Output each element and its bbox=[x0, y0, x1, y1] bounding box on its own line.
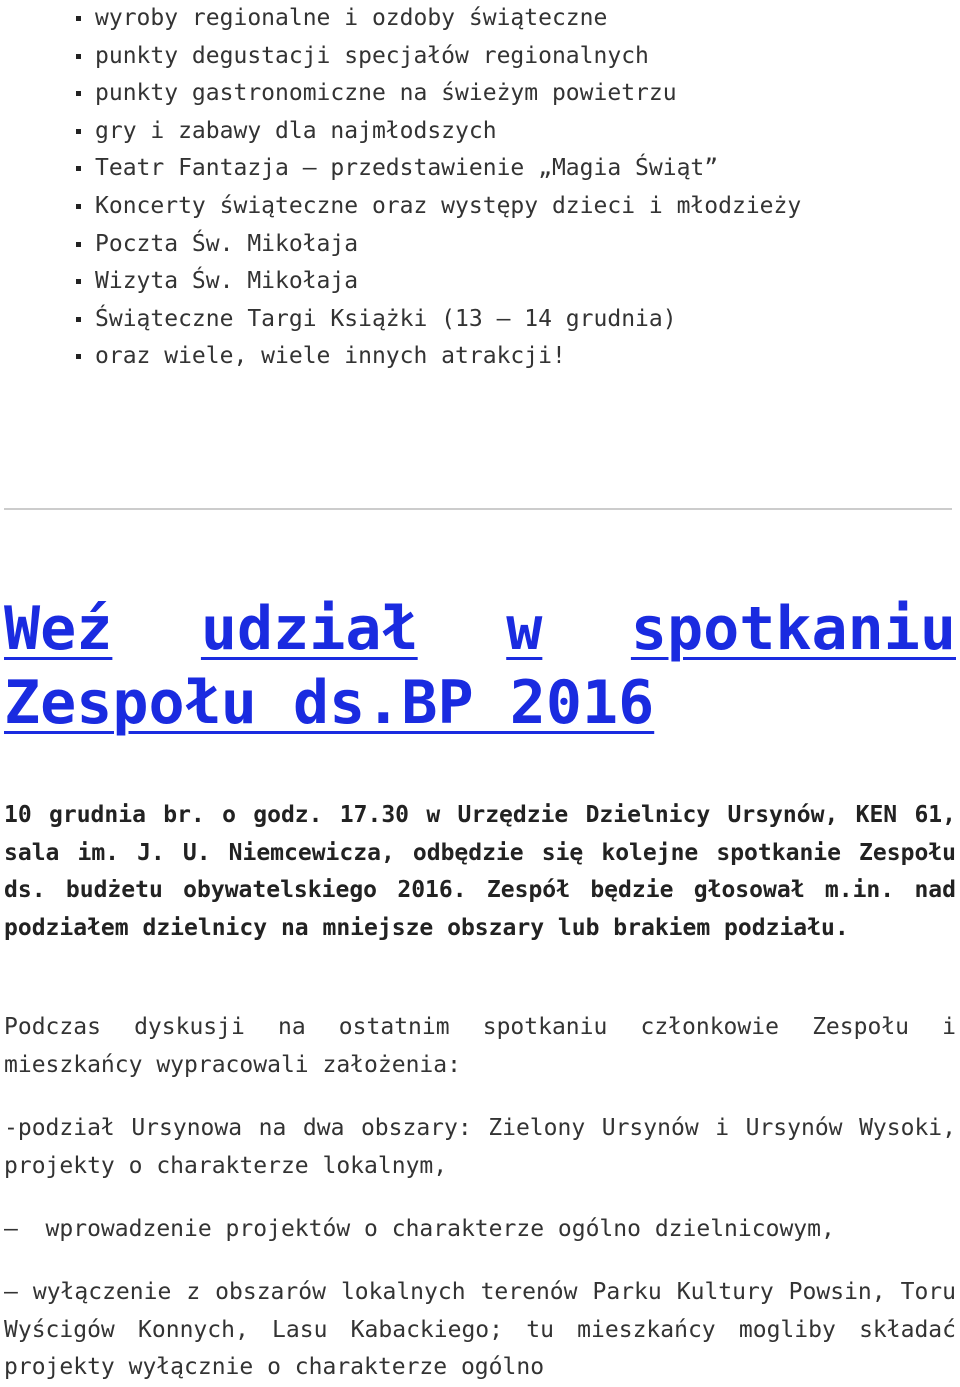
article-title bbox=[4, 592, 956, 740]
article-title-link-word[interactable]: spotkaniu bbox=[630, 594, 956, 664]
list-item-text: Świąteczne Targi Książki (13 – 14 grudnia) bbox=[95, 305, 677, 332]
list-item-text: Poczta Św. Mikołaja bbox=[95, 230, 359, 257]
list-item-text: Wizyta Św. Mikołaja bbox=[95, 268, 359, 295]
list-item-text: Teatr Fantazja – przedstawienie „Magia Świąt” bbox=[95, 155, 719, 182]
article-title-line-1 bbox=[4, 592, 956, 666]
article-title-link[interactable]: Zespołu ds.BP 2016 bbox=[4, 668, 655, 738]
article-paragraph: – wyłączenie z obszarów lokalnych terenów Parku Kultury Powsin, Toru Wyścigów Konnych, Lasu Kabackiego; tu mieszkańcy mogliby składać projekty wyłącznie o charakterze ogólno bbox=[4, 1279, 956, 1381]
list-item bbox=[0, 301, 960, 339]
article-title-link-word[interactable]: udział bbox=[200, 594, 418, 664]
square-bullet-icon bbox=[76, 54, 81, 59]
attractions-list bbox=[0, 0, 960, 376]
section-divider bbox=[4, 508, 952, 510]
list-item bbox=[0, 338, 960, 376]
square-bullet-icon bbox=[76, 279, 81, 284]
square-bullet-icon bbox=[76, 204, 81, 209]
article-paragraph: Podczas dyskusji na ostatnim spotkaniu członkowie Zespołu i mieszkańcy wypracowali założenia: bbox=[4, 1014, 956, 1078]
square-bullet-icon bbox=[76, 91, 81, 96]
article-title-link-word[interactable]: w bbox=[506, 594, 543, 664]
list-item bbox=[0, 226, 960, 264]
list-item bbox=[0, 150, 960, 188]
square-bullet-icon bbox=[76, 354, 81, 359]
list-item bbox=[0, 75, 960, 113]
list-item-text: gry i zabawy dla najmłodszych bbox=[95, 117, 497, 144]
square-bullet-icon bbox=[76, 129, 81, 134]
list-item-text: punkty degustacji specjałów regionalnych bbox=[95, 42, 649, 69]
list-item-text: Koncerty świąteczne oraz występy dzieci i młodzieży bbox=[95, 192, 802, 219]
list-item-text: oraz wiele, wiele innych atrakcji! bbox=[95, 343, 566, 370]
list-item-text: wyroby regionalne i ozdoby świąteczne bbox=[95, 5, 608, 31]
list-item bbox=[0, 188, 960, 226]
list-item bbox=[0, 0, 960, 38]
list-item bbox=[0, 38, 960, 76]
article-paragraph: – wprowadzenie projektów o charakterze ogólno dzielnicowym, bbox=[4, 1216, 835, 1242]
square-bullet-icon bbox=[76, 317, 81, 322]
article-lead: 10 grudnia br. o godz. 17.30 w Urzędzie Dzielnicy Ursynów, KEN 61, sala im. J. U. Niemcewicza, odbędzie się kolejne spotkanie Zespołu ds. budżetu obywatelskiego 2016. Zespół będzie głosował m.in. nad podziałem dzielnicy na mniejsze obszary lub brakiem podziału. bbox=[4, 802, 956, 941]
square-bullet-icon bbox=[76, 16, 81, 21]
article-title-line-2 bbox=[4, 666, 956, 740]
square-bullet-icon bbox=[76, 242, 81, 247]
article-paragraph: -podział Ursynowa na dwa obszary: Zielony Ursynów i Ursynów Wysoki, projekty o charakterze lokalnym, bbox=[4, 1115, 956, 1179]
list-item bbox=[0, 263, 960, 301]
list-item-text: punkty gastronomiczne na świeżym powietrzu bbox=[95, 80, 677, 107]
list-item bbox=[0, 113, 960, 151]
square-bullet-icon bbox=[76, 166, 81, 171]
article-title-link-word[interactable]: Weź bbox=[4, 594, 113, 664]
